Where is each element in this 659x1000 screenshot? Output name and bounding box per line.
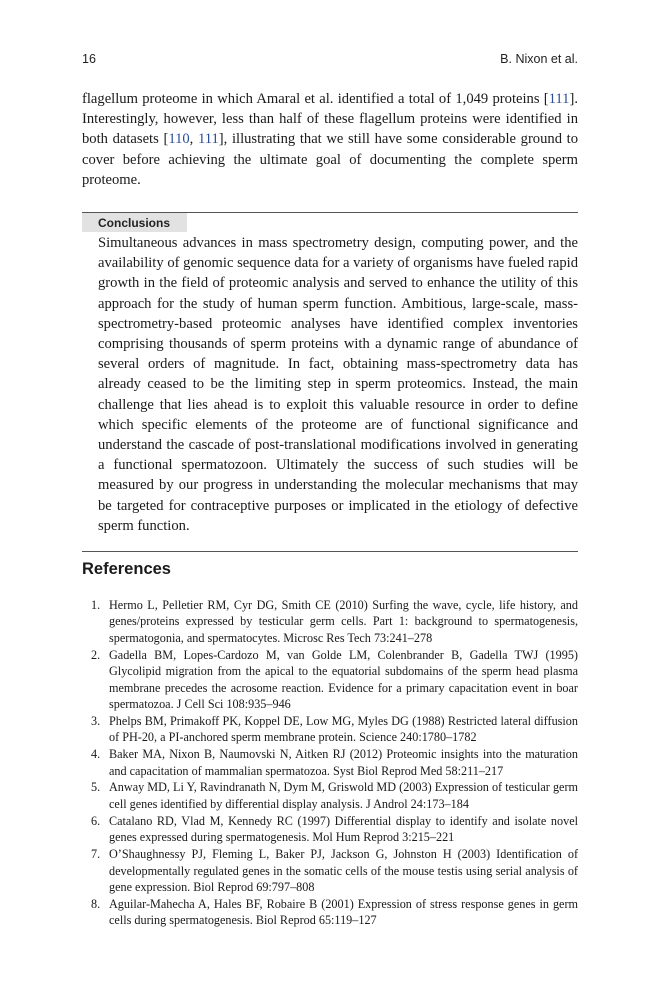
references-list	[82, 597, 578, 929]
reference-item	[82, 647, 578, 713]
conclusions-section	[82, 212, 578, 232]
reference-item	[82, 746, 578, 779]
reference-text: Anway MD, Li Y, Ravindranath N, Dym M, Griswold MD (2003) Expression of testicular germ cell genes identified by differential display analysis. J Androl 24:173–184	[109, 780, 578, 811]
reference-item	[82, 597, 578, 646]
conclusions-paragraph: Simultaneous advances in mass spectrometry design, computing power, and the availability of genomic sequence data for a variety of organisms have fueled rapid growth in the field of proteomic analysis and served to enhance the utility of this approach for the study of human sperm function. Ambitious, large-scale, mass-spectrometry-based proteomic analyses have identified complex inventories comprising thousands of sperm proteins with a dynamic range of abundance of several orders of magnitude. In fact, obtaining mass-spectrometry data has already ceased to be the limiting step in sperm proteomics. Instead, the main challenge that lies ahead is to exploit this valuable resource in order to define which specific elements of the proteome are of functional significance and understand the cascade of post-translational modifications involved in generating a functional spermatozoon. Ultimately the success of such studies will be measured by our progress in understanding the molecular mechanisms that may be targeted for contraceptive purposes or implicated in the etiology of defective sperm function.	[98, 235, 578, 534]
reference-number: 7.	[91, 847, 101, 862]
intro-paragraph	[82, 89, 578, 190]
reference-number: 1.	[91, 598, 101, 612]
references-heading: References	[82, 560, 171, 578]
intro-text-1: flagellum proteome in which Amaral et al. identified a total of 1,049 proteins [	[82, 91, 549, 107]
reference-number: 3.	[91, 713, 101, 728]
running-head: B. Nixon et al.	[500, 52, 578, 66]
citation-link-111[interactable]: 111	[548, 91, 570, 107]
reference-text: Aguilar-Mahecha A, Hales BF, Robaire B (2001) Expression of stress response genes in germ cells during spermatogenesis. Biol Reprod 65:119–127	[109, 896, 578, 928]
citation-link-111-second[interactable]: 111	[197, 131, 219, 148]
reference-text: O’Shaughnessy PJ, Fleming L, Baker PJ, Jackson G, Johnston H (2003) Identification of developmentally regulated genes in the somatic cells of the mouse testis using serial analysis of gene expression. Biol Reprod 69:797–808	[109, 847, 578, 894]
reference-text: Gadella BM, Lopes-Cardozo M, van Golde LM, Colenbrander B, Gadella TWJ (1995) Glycolipid migration from the apical to the equatorial subdomains of the sperm head plasma membrane precedes the acrosome reaction. Evidence for a primary capacitation event in boar spermatozoa. J Cell Sci 108:935–946	[109, 647, 578, 711]
reference-text: Catalano RD, Vlad M, Kennedy RC (1997) Differential display to identify and isolate novel genes expressed during spermatogenesis. Mol Hum Reprod 3:215–221	[109, 813, 578, 845]
reference-item	[82, 813, 578, 846]
citation-link-110[interactable]: 110	[168, 131, 190, 148]
citation-separator: ,	[189, 131, 198, 148]
reference-item	[82, 896, 578, 929]
conclusions-heading: Conclusions	[82, 213, 187, 232]
reference-item	[82, 713, 578, 746]
reference-number: 6.	[91, 813, 101, 828]
reference-number: 8.	[91, 896, 101, 911]
reference-item	[82, 779, 578, 812]
reference-number: 2.	[91, 647, 101, 662]
references-rule	[82, 551, 578, 552]
reference-text: Baker MA, Nixon B, Naumovski N, Aitken RJ (2012) Proteomic insights into the maturation and capacitation of mammalian spermatozoa. Syst Biol Reprod Med 58:211–217	[109, 747, 578, 778]
intro-text-3: ], illustrating that we still have some considerable ground to cover before achieving the ultimate goal of documenting the complete sperm proteome.	[82, 131, 579, 188]
page-number: 16	[82, 52, 96, 66]
reference-number: 4.	[91, 747, 101, 762]
reference-text: Phelps BM, Primakoff PK, Koppel DE, Low MG, Myles DG (1988) Restricted lateral diffusion of PH-20, a PI-anchored sperm membrane protein. Science 240:1780–1782	[109, 713, 578, 745]
intro-text-2: ]. Interestingly, however, less than half of these flagellum proteins were identified in both datasets [	[82, 91, 578, 148]
reference-number: 5.	[91, 780, 101, 795]
reference-item	[82, 846, 578, 895]
reference-text: Hermo L, Pelletier RM, Cyr DG, Smith CE (2010) Surfing the wave, cycle, life history, and genes/proteins expressed by testicular germ cells. Part 1: background to spermatogenesis, spermatogonia, and spermatocytes. Microsc Res Tech 73:241–278	[109, 598, 578, 645]
